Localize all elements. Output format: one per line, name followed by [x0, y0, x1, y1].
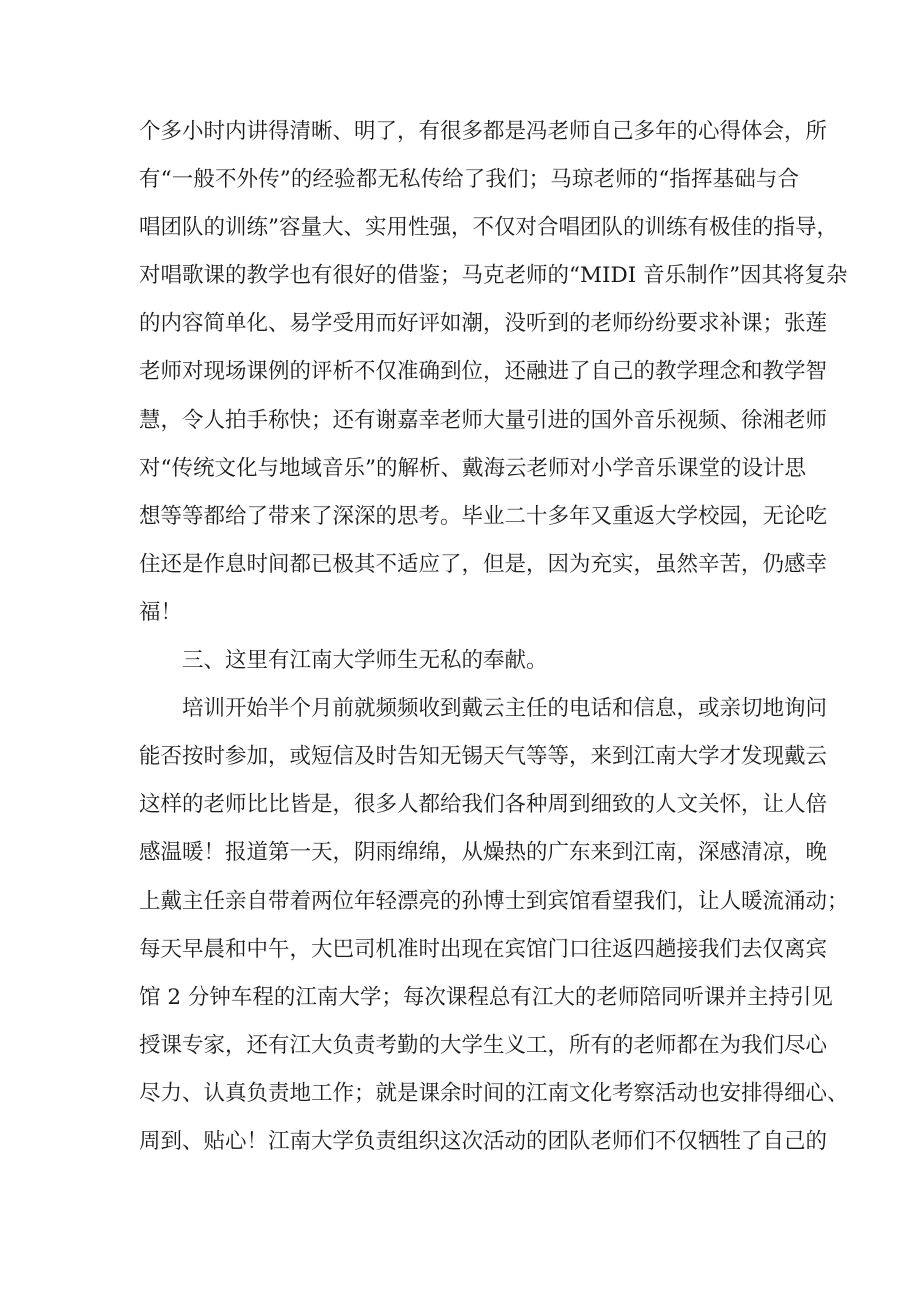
text-line: 对“传统文化与地域音乐”的解析、戴海云老师对小学音乐课堂的设计思 — [139, 455, 806, 481]
text-line: 唱团队的训练”容量大、实用性强，不仅对合唱团队的训练有极佳的指导， — [139, 215, 838, 241]
text-line: 住还是作息时间都已极其不适应了，但是，因为充实，虽然辛苦，仍感幸 — [139, 551, 828, 577]
text-line: 个多小时内讲得清晰、明了，有很多都是冯老师自己多年的心得体会，所 — [139, 119, 828, 144]
text-line: 尽力、认真负责地工作；就是课余时间的江南文化考察活动也安排得细心、 — [139, 1080, 849, 1106]
body-text — [139, 108, 849, 1166]
text-line: 授课专家，还有江大负责考勤的大学生义工，所有的老师都在为我们尽心 — [139, 1032, 828, 1058]
text-line: 有“一般不外传”的经验都无私传给了我们；马琼老师的“指挥基础与合 — [139, 167, 799, 193]
text-line: 想等等都给了带来了深深的思考。毕业二十多年又重返大学校园，无论吃 — [139, 503, 828, 529]
text-line-paragraph-end: 福！ — [139, 599, 183, 625]
text-line: 上戴主任亲自带着两位年轻漂亮的孙博士到宾馆看望我们，让人暖流涌动； — [139, 888, 849, 914]
text-line: 慧，令人拍手称快；还有谢嘉幸老师大量引进的国外音乐视频、徐湘老师 — [139, 407, 828, 433]
section-heading: 三、这里有江南大学师生无私的奉献。 — [182, 648, 548, 674]
text-line: 馆 2 分钟车程的江南大学；每次课程总有江大的老师陪同听课并主持引见 — [139, 984, 833, 1010]
text-line: 老师对现场课例的评析不仅准确到位，还融进了自己的教学理念和教学智 — [139, 359, 828, 385]
text-line-paragraph-start: 培训开始半个月前就频频收到戴云主任的电话和信息，或亲切地询问 — [182, 696, 828, 722]
text-line: 感温暖！报道第一天，阴雨绵绵，从燥热的广东来到江南，深感清凉，晚 — [139, 840, 828, 866]
text-line: 这样的老师比比皆是，很多人都给我们各种周到细致的人文关怀，让人倍 — [139, 792, 828, 818]
text-line: 能否按时参加，或短信及时告知无锡天气等等，来到江南大学才发现戴云 — [139, 744, 828, 770]
text-line: 的内容简单化、易学受用而好评如潮，没听到的老师纷纷要求补课；张莲 — [139, 311, 828, 337]
text-line: 周到、贴心！江南大学负责组织这次活动的团队老师们不仅牺牲了自己的 — [139, 1128, 828, 1154]
text-line: 每天早晨和中午，大巴司机准时出现在宾馆门口往返四趟接我们去仅离宾 — [139, 936, 828, 962]
text-line: 对唱歌课的教学也有很好的借鉴；马克老师的“MIDI 音乐制作”因其将复杂 — [139, 263, 848, 289]
